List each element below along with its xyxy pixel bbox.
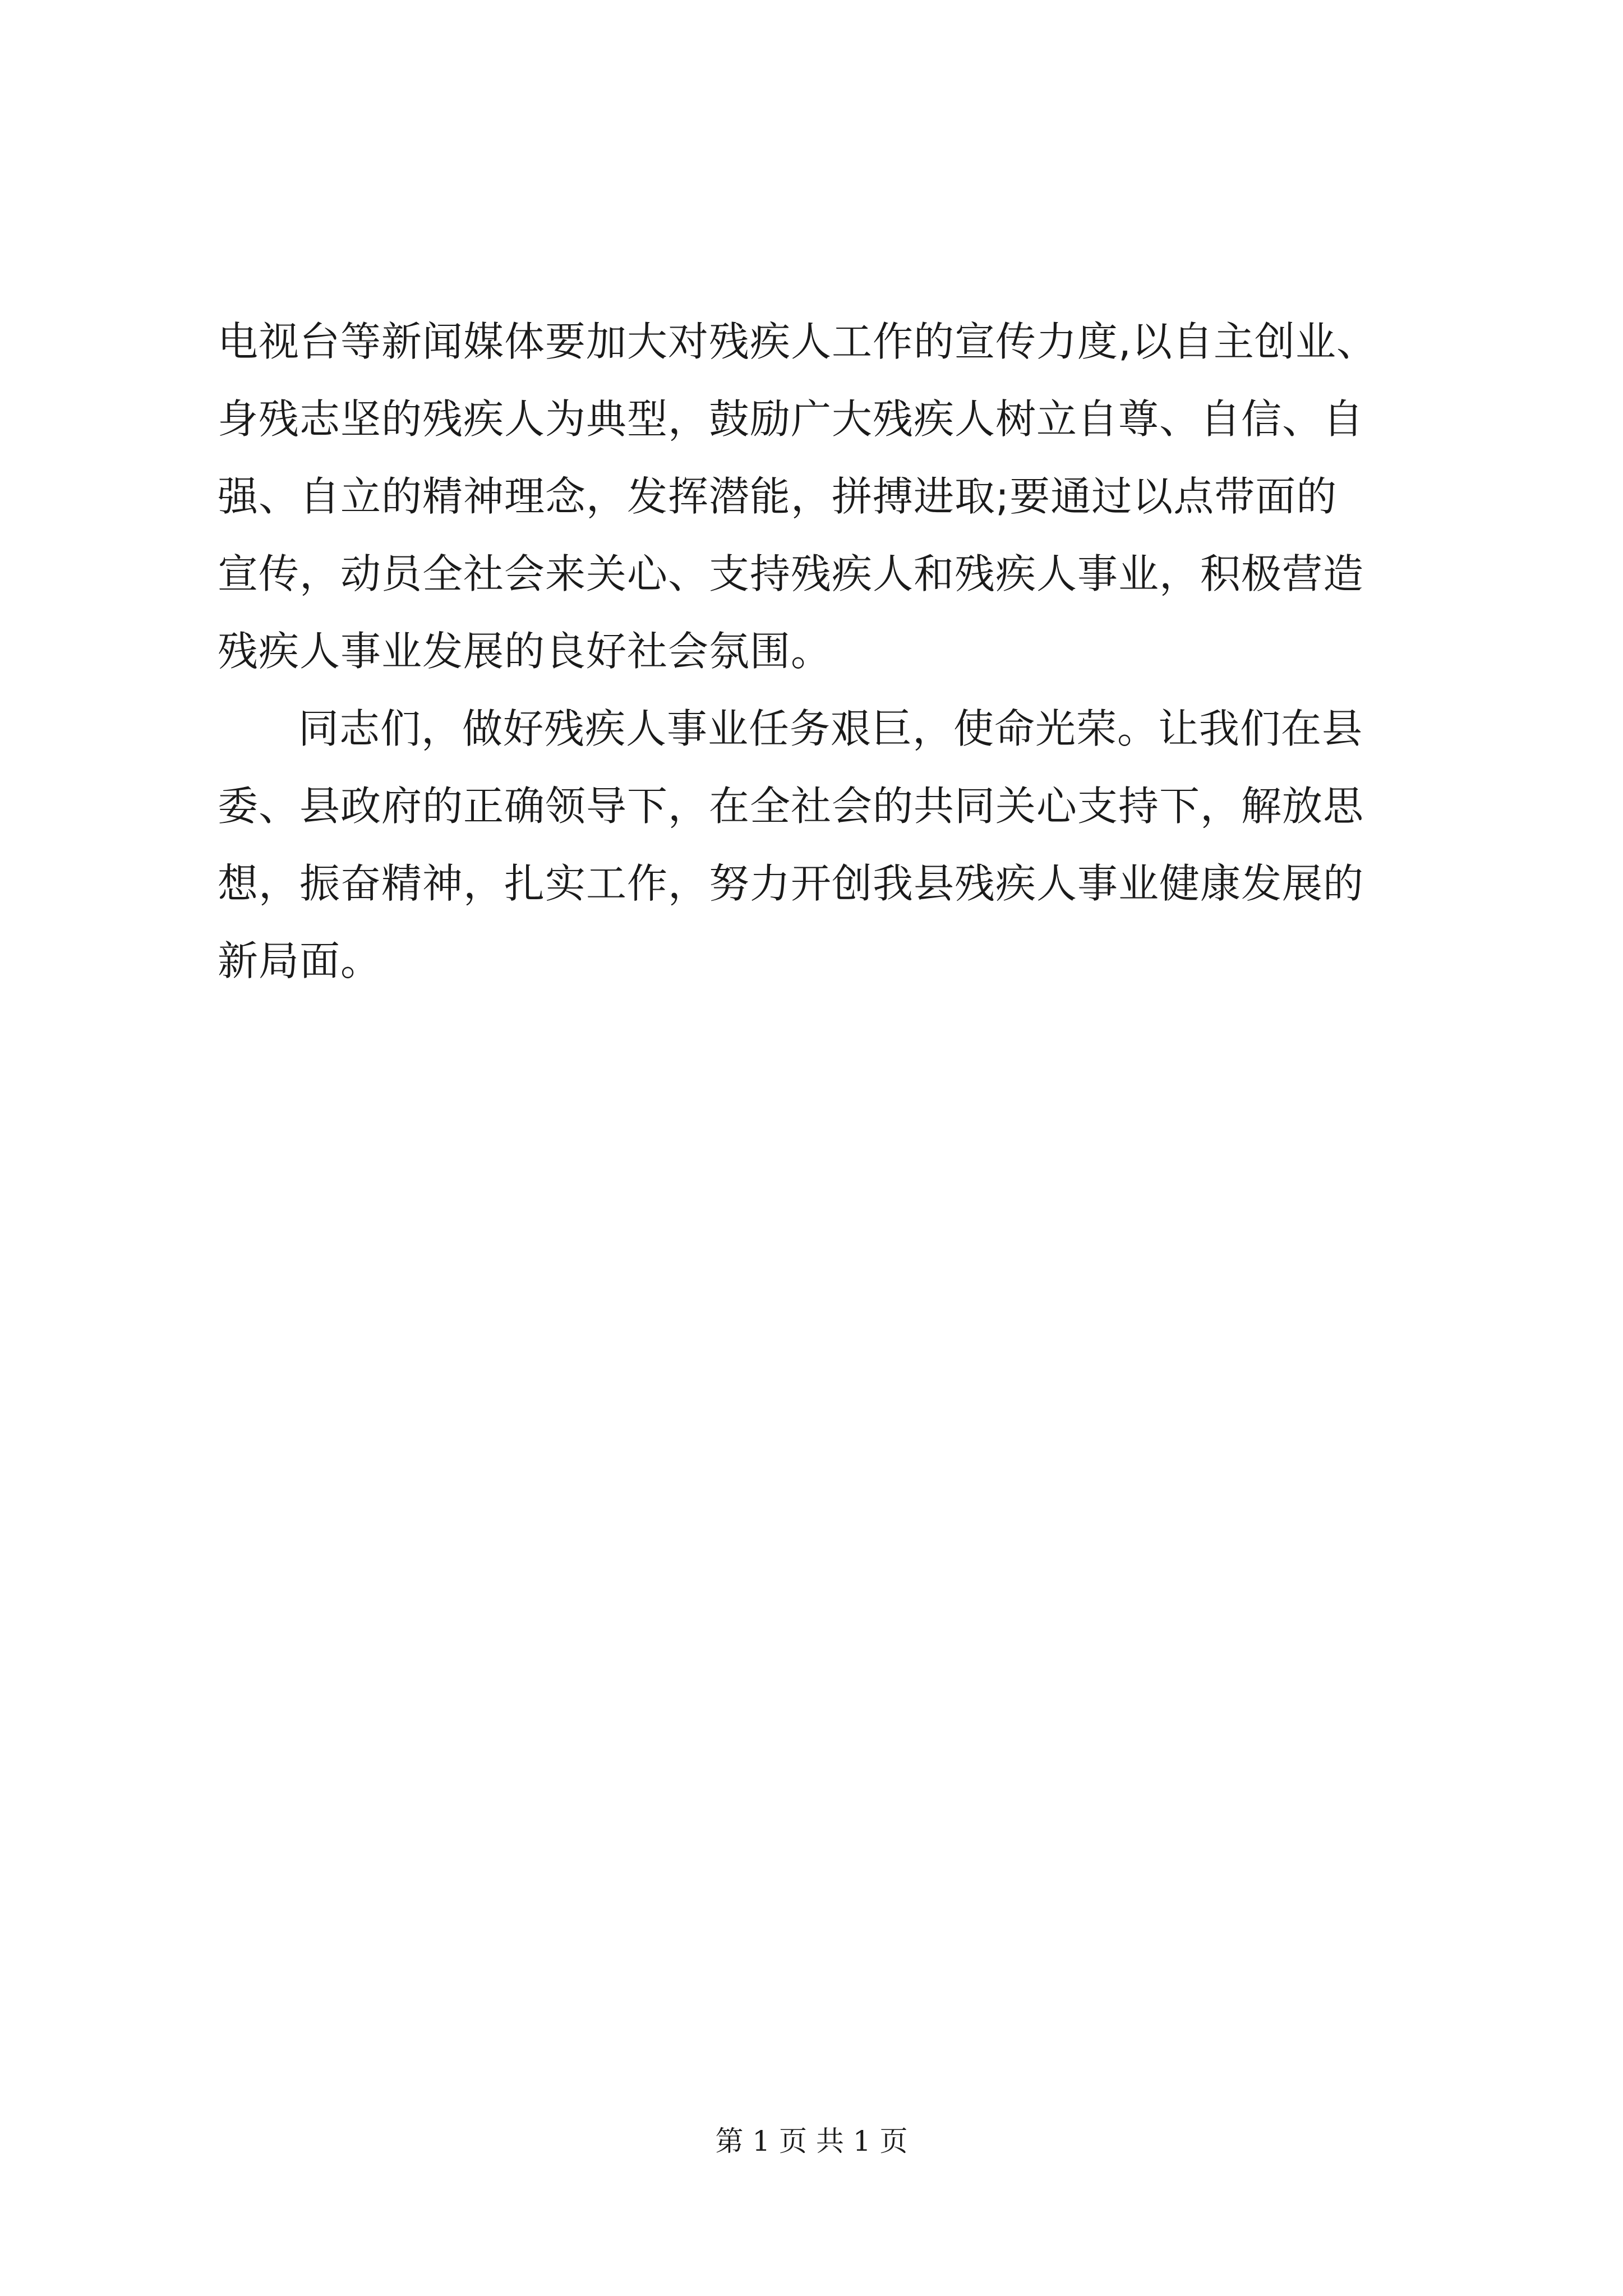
text-line: 身残志坚的残疾人为典型，鼓励广大残疾人树立自尊、自信、自 <box>218 395 1364 443</box>
text-line: 想，振奋精神，扎实工作，努力开创我县残疾人事业健康发展的 <box>218 860 1364 907</box>
text-line: 宣传，动员全社会来关心、支持残疾人和残疾人事业，积极营造 <box>218 550 1364 597</box>
text-line: 残疾人事业发展的良好社会氛围。 <box>218 628 832 675</box>
text-line: 电视台等新闻媒体要加大对残疾人工作的宣传力度,以自主创业、 <box>218 318 1377 365</box>
document-body <box>218 303 1496 1000</box>
text-line: 强、自立的精神理念，发挥潜能，拼搏进取;要通过以点带面的 <box>218 473 1338 520</box>
text-line: 委、县政府的正确领导下，在全社会的共同关心支持下，解放思 <box>218 783 1364 830</box>
paragraph-start-line: 同志们，做好残疾人事业任务艰巨，使命光荣。让我们在县 <box>298 705 1363 752</box>
text-line: 新局面。 <box>218 937 382 984</box>
page-footer: 第 1 页 共 1 页 <box>715 2125 908 2157</box>
